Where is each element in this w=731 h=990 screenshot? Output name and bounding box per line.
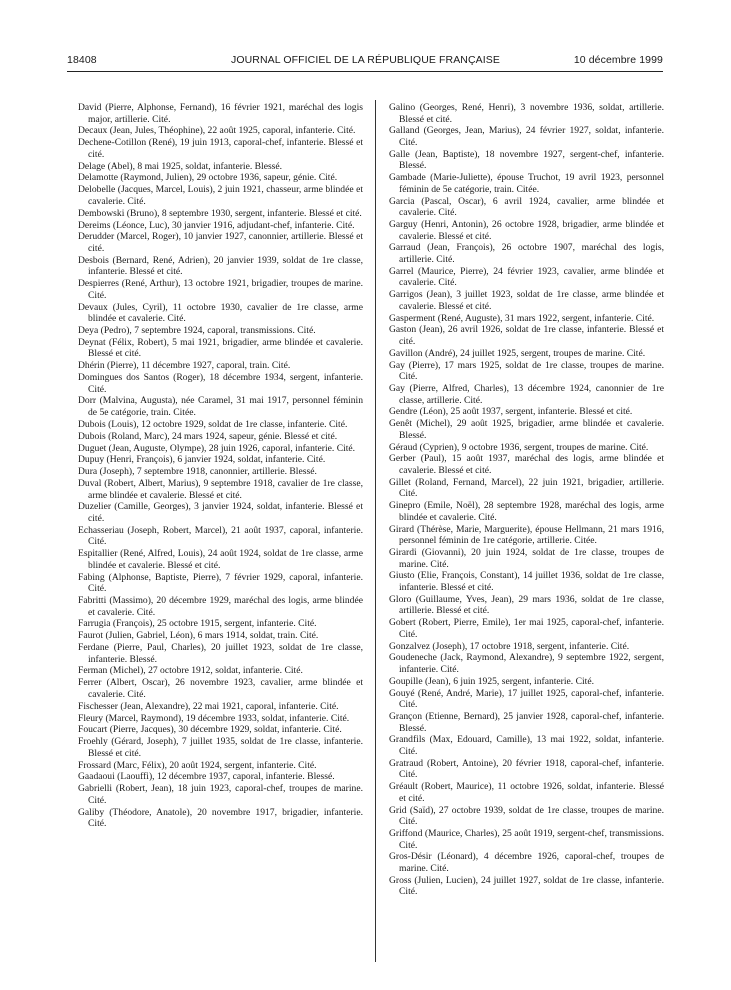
citation-entry: Dechene-Cotillon (René), 19 juin 1913, caporal-chef, infanterie. Blessé et cité. (78, 137, 363, 160)
citation-entry: Delage (Abel), 8 mai 1925, soldat, infanterie. Blessé. (78, 160, 283, 172)
citation-entry: Ferman (Michel), 27 octobre 1912, soldat, infanterie. Cité. (78, 665, 303, 677)
citation-entry: Deya (Pedro), 7 septembre 1924, caporal, transmissions. Cité. (78, 324, 316, 336)
citation-entry: Grandfils (Max, Edouard, Camille), 13 mai 1922, soldat, infanterie. Cité. (389, 734, 664, 757)
citation-entry: Domingues dos Santos (Roger), 18 décembre 1934, sergent, infanterie. Cité. (78, 372, 363, 395)
citation-entry: Garcia (Pascal, Oscar), 6 avril 1924, cavalier, arme blindée et cavalerie. Cité. (389, 195, 664, 219)
citation-entry: Faurot (Julien, Gabriel, Léon), 6 mars 1914, soldat, train. Cité. (78, 630, 319, 642)
citation-entry: Fleury (Marcel, Raymond), 19 décembre 1933, soldat, infanterie. Cité. (78, 712, 350, 724)
citation-entry: Giusto (Elie, François, Constant), 14 juillet 1936, soldat de 1re classe, infanterie. Blessé et cité. (389, 570, 664, 593)
citation-entry: Gavillon (André), 24 juillet 1925, sergent, troupes de marine. Cité. (389, 347, 646, 359)
citation-entry: Garguy (Henri, Antonin), 26 octobre 1928, brigadier, arme blindée et cavalerie. Blessé et cité. (389, 218, 664, 242)
citation-entry: Gillet (Roland, Fernand, Marcel), 22 juin 1921, brigadier, artillerie. Cité. (389, 476, 664, 500)
citation-entry: Fabing (Alphonse, Baptiste, Pierre), 7 février 1929, caporal, infanterie. Cité. (78, 571, 363, 595)
citation-entry: Delamotte (Raymond, Julien), 29 octobre 1936, sapeur, génie. Cité. (78, 172, 338, 184)
citation-entry: Derudder (Marcel, Roger), 10 janvier 1927, canonnier, artillerie. Blessé et cité. (78, 231, 363, 254)
citation-entry: Dura (Joseph), 7 septembre 1918, canonnier, artillerie. Blessé. (78, 466, 317, 478)
citation-entry: Garraud (Jean, François), 26 octobre 1907, maréchal des logis, artillerie. Cité. (389, 242, 664, 265)
citation-entry: Griffond (Maurice, Charles), 25 août 1919, sergent-chef, transmissions. Cité. (389, 828, 664, 851)
citation-entry: Garrigos (Jean), 3 juillet 1923, soldat de 1re classe, arme blindée et cavalerie. Blessé et cité. (389, 289, 664, 312)
citation-entry: Gratraud (Robert, Antoine), 20 février 1918, caporal-chef, infanterie. Cité. (389, 757, 664, 781)
citation-entry: Ferrer (Albert, Oscar), 26 novembre 1923, cavalier, arme blindée et cavalerie. Cité. (78, 677, 363, 700)
citation-entry: Genêt (Michel), 29 août 1925, brigadier, arme blindée et cavalerie. Blessé. (389, 418, 664, 441)
citation-entry: Gerber (Paul), 15 août 1937, maréchal des logis, arme blindée et cavalerie. Blessé et cité. (389, 453, 664, 476)
citation-entry: Echasseriau (Joseph, Robert, Marcel), 21 août 1937, caporal, infanterie. Cité. (78, 524, 363, 548)
header-rule (67, 71, 663, 72)
issue-date: 10 décembre 1999 (573, 54, 663, 66)
citation-entry: Géraud (Cyprien), 9 octobre 1936, sergent, troupes de marine. Cité. (389, 441, 649, 453)
citation-entry: Dhérin (Pierre), 11 décembre 1927, caporal, train. Cité. (78, 360, 291, 372)
citation-entry: Grid (Saïd), 27 octobre 1939, soldat de 1re classe, troupes de marine. Cité. (389, 804, 664, 828)
citation-entry: Goudeneche (Jack, Raymond, Alexandre), 9 septembre 1922, sergent, infanterie. Cité. (389, 652, 664, 675)
citation-entry: Galino (Georges, René, Henri), 3 novembre 1936, soldat, artillerie. Blessé et cité. (389, 102, 664, 125)
citation-entry: Ginepro (Emile, Noël), 28 septembre 1928, maréchal des logis, arme blindée et cavalerie. Cité. (389, 500, 664, 523)
citation-entry: Desbois (Bernard, René, Adrien), 20 janvier 1939, soldat de 1re classe, infanterie. Blessé et cité. (78, 254, 363, 278)
citation-entry: Deynat (Félix, Robert), 5 mai 1921, brigadier, arme blindée et cavalerie. Blessé et cité. (78, 336, 363, 360)
citation-entry: Grançon (Etienne, Bernard), 25 janvier 1928, caporal-chef, infanterie. Blessé. (389, 711, 664, 734)
citation-entry: Dorr (Malvina, Augusta), née Caramel, 31 mai 1917, personnel féminin de 5e catégorie, train. Citée. (78, 395, 363, 418)
citation-entry: Gasperment (René, Auguste), 31 mars 1922, sergent, infanterie. Cité. (389, 312, 655, 324)
citation-entry: Farrugia (François), 25 octobre 1915, sergent, infanterie. Cité. (78, 618, 317, 630)
citation-entry: Fabritti (Massimo), 20 décembre 1929, maréchal des logis, arme blindée et cavalerie. Cité. (78, 594, 363, 618)
citation-entry: Dembowski (Bruno), 8 septembre 1930, sergent, infanterie. Blessé et cité. (78, 207, 362, 219)
citation-entry: Dubois (Roland, Marc), 24 mars 1924, sapeur, génie. Blessé et cité. (78, 430, 338, 442)
citation-entry: Gouyé (René, André, Marie), 17 juillet 1925, caporal-chef, infanterie. Cité. (389, 687, 664, 711)
citation-entry: Gross (Julien, Lucien), 24 juillet 1927, soldat de 1re classe, infanterie. Cité. (389, 874, 664, 898)
citation-entry: Goupille (Jean), 6 juin 1925, sergent, infanterie. Cité. (389, 675, 594, 687)
citation-entry: Delobelle (Jacques, Marcel, Louis), 2 juin 1921, chasseur, arme blindée et cavalerie. Cité. (78, 184, 363, 207)
citation-entry: Gay (Pierre, Alfred, Charles), 13 décembre 1924, canonnier de 1re classe, artillerie. Cité. (389, 382, 664, 406)
citation-entry: Despierres (René, Arthur), 13 octobre 1921, brigadier, troupes de marine. Cité. (78, 278, 363, 301)
citation-entry: Girard (Thérèse, Marie, Marguerite), épouse Hellmann, 21 mars 1916, personnel féminin de 1re catégorie, artillerie. Citée. (389, 523, 664, 547)
citation-entry: Gloro (Guillaume, Yves, Jean), 29 mars 1936, soldat de 1re classe, artillerie. Blessé et cité. (389, 593, 664, 617)
right-column (389, 102, 664, 898)
citation-entry: Gros-Désir (Léonard), 4 décembre 1926, caporal-chef, troupes de marine. Cité. (389, 851, 664, 874)
left-column (78, 102, 363, 830)
citation-entry: David (Pierre, Alphonse, Fernand), 16 février 1921, maréchal des logis major, artillerie. Cité. (78, 102, 363, 125)
citation-entry: Gendre (Léon), 25 août 1937, sergent, infanterie. Blessé et cité. (389, 406, 633, 418)
citation-entry: Galland (Georges, Jean, Marius), 24 février 1927, soldat, infanterie. Cité. (389, 125, 664, 148)
page-number: 18408 (67, 54, 97, 66)
citation-entry: Espitallier (René, Alfred, Louis), 24 août 1924, soldat de 1re classe, arme blindée et cavalerie. Blessé et cité. (78, 548, 363, 571)
citation-entry: Dubois (Louis), 12 octobre 1929, soldat de 1re classe, infanterie. Cité. (78, 418, 348, 430)
journal-title: JOURNAL OFFICIEL DE LA RÉPUBLIQUE FRANÇAISE (231, 54, 500, 66)
citation-entry: Gobert (Robert, Pierre, Emile), 1er mai 1925, caporal-chef, infanterie. Cité. (389, 617, 664, 640)
citation-entry: Frossard (Marc, Félix), 20 août 1924, sergent, infanterie. Cité. (78, 759, 317, 771)
citation-entry: Gaston (Jean), 26 avril 1926, soldat de 1re classe, infanterie. Blessé et cité. (389, 324, 664, 347)
citation-entry: Dereims (Léonce, Luc), 30 janvier 1916, adjudant-chef, infanterie. Cité. (78, 219, 355, 231)
citation-entry: Galle (Jean, Baptiste), 18 novembre 1927, sergent-chef, infanterie. Blessé. (389, 148, 664, 172)
citation-entry: Froehly (Gérard, Joseph), 7 juillet 1935, soldat de 1re classe, infanterie. Blessé et cité. (78, 736, 363, 759)
citation-entry: Gambade (Marie-Juliette), épouse Truchot, 19 avril 1923, personnel féminin de 5e catégorie, train. Citée. (389, 172, 664, 195)
citation-entry: Dupuy (Henri, François), 6 janvier 1924, soldat, infanterie. Cité. (78, 454, 326, 466)
citation-entry: Decaux (Jean, Jules, Théophine), 22 août 1925, caporal, infanterie. Cité. (78, 125, 356, 137)
citation-entry: Girardi (Giovanni), 20 juin 1924, soldat de 1re classe, troupes de marine. Cité. (389, 547, 664, 570)
citation-entry: Gay (Pierre), 17 mars 1925, soldat de 1re classe, troupes de marine. Cité. (389, 359, 664, 383)
citation-entry: Duval (Robert, Albert, Marius), 9 septembre 1918, cavalier de 1re classe, arme blindée et cavalerie. Blessé et cité. (78, 478, 363, 501)
citation-entry: Garrel (Maurice, Pierre), 24 février 1923, cavalier, arme blindée et cavalerie. Cité. (389, 265, 664, 289)
citation-entry: Gaadaoui (Laouffi), 12 décembre 1937, caporal, infanterie. Blessé. (78, 771, 335, 783)
citation-entry: Gréault (Robert, Maurice), 11 octobre 1926, soldat, infanterie. Blessé et cité. (389, 781, 664, 804)
citation-entry: Foucart (Pierre, Jacques), 30 décembre 1929, soldat, infanterie. Cité. (78, 724, 342, 736)
citation-entry: Ferdane (Pierre, Paul, Charles), 20 juillet 1923, soldat de 1re classe, infanterie. Blessé. (78, 642, 363, 665)
citation-entry: Fischesser (Jean, Alexandre), 22 mai 1921, caporal, infanterie. Cité. (78, 700, 339, 712)
citation-entry: Gonzalvez (Joseph), 17 octobre 1918, sergent, infanterie. Cité. (389, 640, 630, 652)
citation-entry: Duzelier (Camille, Georges), 3 janvier 1924, soldat, infanterie. Blessé et cité. (78, 501, 363, 524)
column-divider (375, 100, 376, 962)
citation-entry: Devaux (Jules, Cyril), 11 octobre 1930, cavalier de 1re classe, arme blindée et cavalerie. Cité. (78, 301, 363, 325)
citation-entry: Duguet (Jean, Auguste, Olympe), 28 juin 1926, caporal, infanterie. Cité. (78, 442, 356, 454)
citation-entry: Gabrielli (Robert, Jean), 18 juin 1923, caporal-chef, troupes de marine. Cité. (78, 783, 363, 806)
citation-entry: Galiby (Théodore, Anatole), 20 novembre 1917, brigadier, infanterie. Cité. (78, 806, 363, 830)
